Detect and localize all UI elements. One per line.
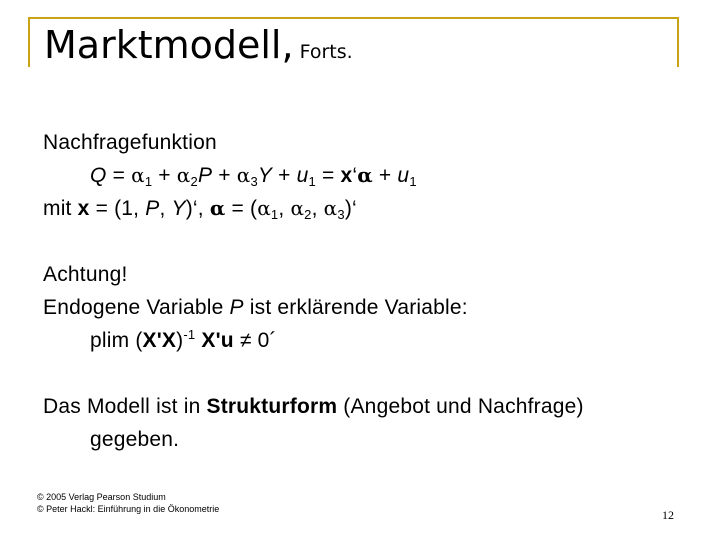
title-sub: Forts. [299, 41, 353, 63]
title-frame-left [28, 17, 30, 67]
title-frame-top [28, 17, 678, 19]
title-main: Marktmodell, [44, 23, 294, 67]
copyright-line-2: © Peter Hackl: Einführung in die Ökonometrie [37, 504, 220, 514]
demand-equation: $Q = \alpha_1 + \alpha_2P + \alpha_3Y + u_1$ = x‘α + $u_1$ [90, 163, 417, 189]
spacer [43, 357, 683, 390]
page-number: 12 [662, 508, 674, 522]
var-q: Q [90, 164, 107, 187]
endogene-line: Endogene Variable P ist erklärende Variable: [43, 296, 468, 319]
spacer [43, 225, 683, 258]
copyright-line-1: © 2005 Verlag Pearson Studium [37, 492, 166, 502]
slide-body [43, 126, 683, 456]
plim-formula: plim $(X'X)^{-1}$ X'u ≠ 0´ [90, 327, 277, 352]
gegeben-line: gegeben. [90, 428, 180, 451]
achtung-line: Achtung! [43, 263, 128, 286]
slide-title [44, 23, 353, 67]
copyright-footer [37, 491, 219, 515]
strukturform-line: Das Modell ist in Strukturform (Angebot und Nachfrage) [43, 395, 584, 418]
nachfrage-heading: Nachfragefunktion [43, 131, 217, 154]
title-frame-right [677, 17, 679, 67]
definition-line: mit x = (1, P, Y)‘, $\alpha = (\alpha_1$, $\alpha_2$, $\alpha_3)‘$ [43, 196, 357, 222]
